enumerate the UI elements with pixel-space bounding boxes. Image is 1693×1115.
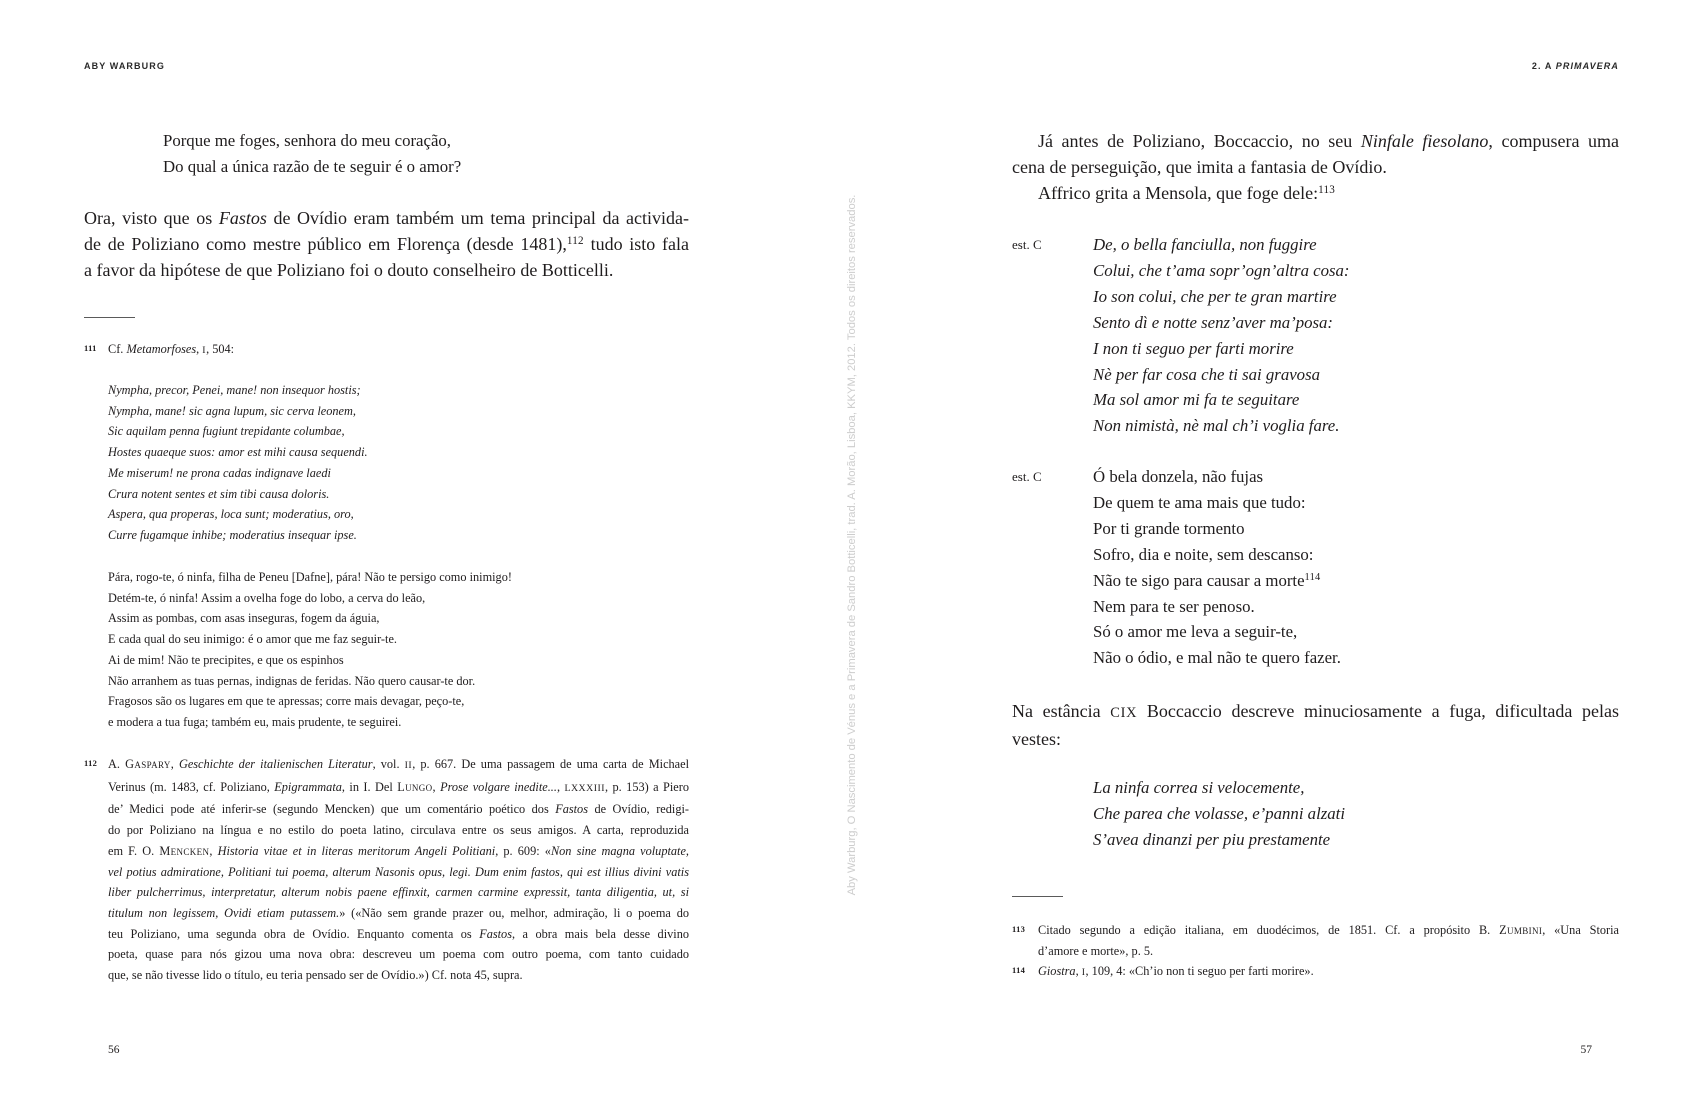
quotation-line: Curre fugamque inhibe; moderatius insequar ipse. [108, 527, 357, 542]
verse-line: Nem para te ser penoso. [1093, 596, 1255, 616]
italic-run: Fastos [479, 926, 512, 941]
text-run: d’amore e morte», p. 5. [1038, 943, 1154, 958]
quotation-line: Me miserum! ne prona cadas indignave laedi [108, 465, 331, 480]
stanza-verse [1093, 232, 1350, 439]
footnote-line [108, 841, 689, 862]
italic-run: Historia vitae et in literas meritorum Angeli Politiani [217, 843, 496, 858]
quotation-line: Ai de mim! Não te precipites, e que os espinhos [108, 652, 344, 667]
small-caps-run: Gaspary [125, 757, 171, 771]
italic-run: vel potius admiratione, Politiani tui poema, alterum Nasonis opus, legi. Dum enim fastos, qui est illius divini vatis [108, 864, 689, 879]
text-run: poeta, quase para nós gizou uma nova obra: descreveu um poema com outro poema, com tanto cuidado [108, 947, 689, 962]
paragraph-line [1012, 180, 1619, 206]
footnote-line [108, 944, 689, 965]
footnote-text [1038, 920, 1619, 961]
text-run: 2. A [1531, 61, 1556, 71]
footnote-line [1038, 961, 1314, 984]
text-run: , p. 153) a Piero [605, 779, 689, 794]
stanza-label: est. C [1012, 469, 1042, 484]
verse-line [1093, 568, 1341, 594]
italic-run: Ninfale fiesolano [1360, 131, 1489, 151]
text-run: , [209, 843, 218, 858]
text-run: , 109, 4: «Ch’io non ti seguo per farti morire». [1085, 964, 1314, 978]
quotation-line: Nympha, mane! sic agna lupum, sic cerva leonem, [108, 403, 356, 418]
paragraph-line [84, 257, 689, 283]
footnote-line [108, 862, 689, 883]
text-run: a favor da hipótese de que Poliziano foi o douto conselheiro de Botticelli. [84, 260, 614, 280]
note-reference: 112 [566, 235, 584, 248]
paragraph-line [84, 205, 689, 231]
quotation-line: Assim as pombas, com asas inseguras, fogem da águia, [108, 611, 380, 626]
body-paragraph [1012, 128, 1619, 180]
stanza-verse [1093, 464, 1341, 671]
quoted-verse [1093, 775, 1345, 853]
numeral-run: I [1081, 967, 1086, 978]
latin-quotation [108, 380, 368, 546]
footnote-line [108, 820, 689, 841]
footnote-marker: 114 [1012, 965, 1026, 975]
text-run: cena de perseguição, que imita a fantasia de Ovídio. [1012, 157, 1387, 177]
quotation-line: Hostes quaeque suos: amor est mihi causa sequendi. [108, 445, 368, 460]
right-page [847, 0, 1693, 1115]
verse-line: La ninfa correa si velocemente, [1093, 778, 1305, 797]
text-run: , [556, 779, 565, 794]
text-run: em F. O. [108, 843, 160, 858]
italic-run: Metamorfoses [126, 342, 197, 356]
text-run: A. [108, 757, 126, 771]
paragraph-line [1012, 128, 1619, 154]
verse-line: Sento dì e notte senz’aver ma’posa: [1093, 312, 1334, 332]
text-run: , compusera uma [1488, 131, 1619, 151]
text-run: , p. 667. De uma passagem de uma carta de Michael [412, 757, 690, 771]
text-run: Na estância [1012, 701, 1111, 721]
translation-quotation [108, 567, 512, 733]
text-run: , 504: [206, 342, 235, 356]
numeral-run: II [404, 760, 413, 771]
text-run: Cf. [108, 342, 127, 356]
footnote-marker: 113 [1012, 924, 1026, 934]
verse-line: De, o bella fanciulla, non fuggire [1093, 235, 1317, 254]
footnote-line [108, 777, 689, 800]
running-head: ABY WARBURG [84, 61, 165, 71]
quotation-line: E cada qual do seu inimigo: é o amor que me faz seguir-te. [108, 632, 397, 647]
text-run: Affrico grita a Mensola, que foge dele: [1038, 183, 1319, 203]
footnote-intro [108, 339, 234, 362]
italic-run: titulum non legissem, Ovidi etiam putassem. [108, 905, 340, 920]
footnote-line [1038, 941, 1619, 962]
numeral-run: LXXXIII [564, 782, 606, 794]
verse-line: De quem te ama mais que tudo: [1093, 492, 1306, 512]
text-run: de Ovídio, redigi- [587, 802, 689, 817]
footnote-line [108, 882, 689, 903]
note-reference: 114 [1304, 572, 1321, 584]
verse-line: Ó bela donzela, não fujas [1093, 467, 1264, 486]
footnote-text [108, 754, 689, 986]
stanza-label: est. C [1012, 237, 1042, 252]
paragraph-line [1012, 154, 1619, 180]
verse-line: Ma sol amor mi fa te seguitare [1093, 390, 1300, 410]
text-run: , [1075, 964, 1082, 978]
text-run: » («Não sem grande prazer ou, melhor, admiração, li o poema do [339, 905, 689, 920]
page-number: 56 [108, 1044, 120, 1056]
verse-line: Che parea che volasse, e’panni alzati [1093, 804, 1345, 823]
quotation-line: Detém-te, ó ninfa! Assim a ovelha foge do lobo, a cerva do leão, [108, 590, 426, 605]
quotation-line: Nympha, precor, Penei, mane! non insequor hostis; [108, 383, 361, 397]
text-run: , p. 609: « [495, 843, 551, 858]
text-run: Boccaccio descreve minuciosamente a fuga, dificultada pelas [1137, 701, 1619, 721]
italic-run: liber pulcherrimus, interpretatur, alterum nobis paene effinxit, carmen carmine expressit, tanta diligentia, ut, si [108, 885, 689, 900]
footnote-line [108, 339, 234, 362]
verse-line: Nè per far cosa che ti sai gravosa [1093, 364, 1320, 384]
italic-run: Epigrammata [274, 779, 342, 794]
verse-line: Só o amor me leva a seguir-te, [1093, 622, 1298, 642]
epigraph-verse [163, 128, 461, 180]
text-run: Já antes de Poliziano, Boccaccio, no seu [1038, 131, 1361, 151]
paragraph-line [1012, 698, 1619, 726]
italic-run: Prose volgare inedite... [440, 779, 557, 794]
verse-line: Do qual a única razão de te seguir é o amor? [163, 157, 462, 176]
paragraph-line [1012, 726, 1619, 752]
text-run: de de Poliziano como mestre público em Florença (desde 1481), [84, 234, 567, 254]
verse-line: Sofro, dia e noite, sem descanso: [1093, 544, 1314, 564]
text-run: tudo isto fala [583, 234, 690, 254]
page-number: 57 [1580, 1044, 1592, 1056]
body-paragraph [1012, 698, 1619, 752]
numeral-run: I [202, 345, 207, 356]
footnote-marker: 112 [84, 758, 98, 768]
footnote-line [1038, 920, 1619, 941]
text-run: , «Una Storia [1542, 923, 1620, 937]
italic-run: Non sine magna voluptate, [550, 843, 689, 858]
paragraph-line [84, 231, 689, 257]
footnote-line [108, 924, 689, 945]
text-run: vestes: [1012, 729, 1061, 749]
verse-line: Colui, che t’ama sopr’ogn’altra cosa: [1093, 260, 1350, 280]
text-run: de’ Medici pode até inferir-se (segundo Mencken) que um comentário poético dos [108, 802, 556, 817]
quotation-line: Crura notent sentes et sim tibi causa doloris. [108, 486, 330, 501]
text-run: de Ovídio eram também um tema principal da activida- [266, 208, 690, 228]
italic-run: Fastos [218, 208, 267, 228]
text-run: , [196, 342, 203, 356]
footnote-text [1038, 961, 1314, 984]
footnote-rule [84, 317, 135, 318]
small-caps-run: Mencken [159, 843, 210, 858]
footnote-marker: 111 [84, 343, 97, 353]
text-run: teu Poliziano, uma segunda obra de Ovídio. Enquanto comenta os [108, 926, 480, 941]
verse-line: I non ti seguo per farti morire [1093, 338, 1294, 358]
text-run: do por Poliziano na língua e no estilo do poeta latino, circulava entre os seus amigos. A carta, reproduzida [108, 823, 689, 838]
running-head-line [1532, 60, 1619, 72]
text-run: que, se não tivesse lido o título, eu teria pensado ser de Ovídio.») Cf. nota 45, supra. [108, 968, 523, 983]
text-run: , in I. Del [341, 779, 398, 794]
verse-line: Por ti grande tormento [1093, 518, 1245, 538]
verse-line: Porque me foges, senhora do meu coração, [163, 131, 451, 150]
italic-run: Giostra [1038, 964, 1076, 978]
text-run: Ora, visto que os [84, 208, 219, 228]
note-reference: 113 [1318, 184, 1336, 197]
verse-line: S’avea dinanzi per piu prestamente [1093, 830, 1331, 849]
verse-line: Io son colui, che per te gran martire [1093, 286, 1337, 306]
body-paragraph [1012, 180, 1619, 206]
text-run: Não te sigo para causar a morte [1093, 570, 1305, 590]
italic-run: Geschichte der italienischen Literatur [178, 757, 373, 771]
left-page [0, 0, 846, 1115]
footnote-line [108, 965, 689, 986]
text-run: , a obra mais bela desse divino [511, 926, 689, 941]
quotation-line: Pára, rogo-te, ó ninfa, filha de Peneu [Dafne], pára! Não te persigo como inimigo! [108, 570, 512, 584]
quotation-line: Fragosos são os lugares em que te apressas; corre mais devagar, peço-te, [108, 694, 465, 709]
quotation-line: Sic aquilam penna fugiunt trepidante columbae, [108, 424, 345, 439]
small-caps-run: Lungo [397, 779, 433, 794]
footnote-line [108, 903, 689, 924]
text-run: Citado segundo a edição italiana, em duodécimos, de 1851. Cf. a propósito B. [1038, 923, 1500, 937]
gutter-copyright-notice: Aby Warburg, O Nascimento de Vénus e a Primavera de Sandro Botticelli, trad. A. Morão, Lisboa, KKYM, 2012. Todos os direitos reservados. [846, 194, 858, 896]
footnote-rule [1012, 896, 1063, 897]
body-paragraph [84, 205, 689, 283]
text-run: , [432, 779, 441, 794]
running-head [1532, 60, 1619, 72]
small-caps-run: Zumbini [1499, 923, 1543, 937]
italic-run: Fastos [555, 802, 588, 817]
quotation-line: e modera a tua fuga; também eu, mais prudente, te seguirei. [108, 714, 402, 729]
footnote-line [108, 754, 689, 777]
text-run: Verinus (m. 1483, cf. Poliziano, [108, 779, 275, 794]
quotation-line: Não arranhem as tuas pernas, indignas de feridas. Não quero causar-te dor. [108, 673, 476, 688]
quotation-line: Aspera, qua properas, loca sunt; moderatius, oro, [108, 507, 354, 522]
numeral-run: CIX [1110, 705, 1138, 721]
footnote-line [108, 799, 689, 820]
text-run: , vol. [372, 757, 405, 771]
italic-run: PRIMAVERA [1555, 61, 1619, 71]
text-run: , [170, 757, 179, 771]
verse-line: Non nimistà, nè mal ch’i voglia fare. [1093, 416, 1340, 436]
verse-line: Não o ódio, e mal não te quero fazer. [1093, 648, 1341, 668]
